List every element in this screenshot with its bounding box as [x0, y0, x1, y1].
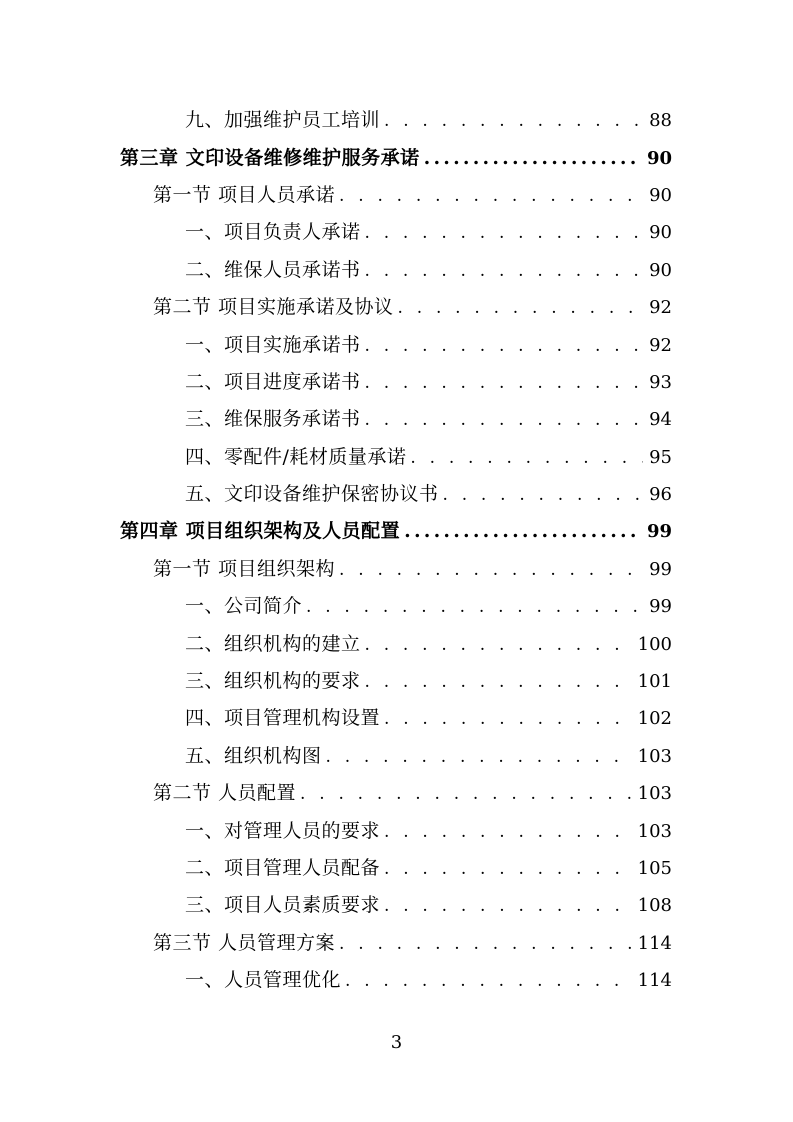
toc-entry-title: 三、项目人员素质要求 [185, 894, 381, 917]
toc-entry-title: 三、维保服务承诺书 [185, 408, 361, 431]
toc-entry-page: 108 [637, 895, 672, 917]
toc-entry-chapter[interactable] [0, 137, 793, 174]
dot-leader [384, 859, 632, 879]
dot-leader [443, 485, 644, 505]
toc-entry-title: 五、文印设备维护保密协议书 [185, 483, 439, 506]
dot-leader [384, 896, 632, 916]
toc-entry-title: 一、对管理人员的要求 [185, 819, 381, 842]
dot-leader [339, 934, 632, 954]
toc-entry[interactable] [0, 474, 793, 511]
toc-entry-section[interactable] [0, 175, 793, 212]
toc-entry-page: 103 [637, 745, 672, 767]
toc-entry-page: 94 [649, 409, 672, 431]
dot-leader [384, 709, 632, 729]
toc-entry-title: 第一节 项目组织架构 [153, 557, 336, 580]
toc-entry-page: 99 [646, 521, 672, 543]
toc-entry-page: 105 [637, 858, 672, 879]
toc-entry-page: 90 [649, 222, 672, 244]
toc-entry-page: 100 [637, 633, 672, 655]
toc-entry-title: 四、项目管理机构设置 [185, 707, 381, 730]
toc-entry-section[interactable] [0, 923, 793, 960]
toc-entry-page: 95 [649, 446, 672, 468]
dot-leader [384, 111, 643, 131]
dot-leader [326, 747, 632, 767]
toc-entry-title: 五、组织机构图 [185, 744, 322, 767]
toc-entry-page: 92 [649, 297, 672, 319]
dot-leader [365, 223, 644, 243]
toc-entry-title: 九、加强维护员工培训 [185, 109, 381, 132]
toc-entry[interactable] [0, 362, 793, 399]
toc-entry-title: 一、人员管理优化 [185, 969, 342, 992]
toc-entry-section[interactable] [0, 287, 793, 324]
toc-entry[interactable] [0, 698, 793, 735]
toc-entry-page: 99 [649, 596, 672, 618]
toc-entry-page: 88 [649, 110, 672, 132]
toc-entry-title: 第三章 文印设备维修维护服务承诺 [120, 146, 420, 169]
toc-entry[interactable] [0, 324, 793, 361]
toc-entry[interactable] [0, 848, 793, 885]
dot-leader [404, 520, 641, 542]
toc-entry-title: 第四章 项目组织架构及人员配置 [120, 520, 401, 543]
dot-leader [365, 336, 644, 356]
dot-leader [339, 186, 643, 206]
toc-entry-title: 二、组织机构的建立 [185, 632, 361, 655]
toc-entry-title: 一、公司简介 [185, 595, 303, 618]
toc-entry-page: 90 [649, 259, 672, 281]
toc-entry-title: 四、零配件/耗材质量承诺 [185, 445, 407, 468]
toc-entry-section[interactable] [0, 549, 793, 586]
toc-entry-page: 103 [637, 783, 672, 805]
toc-entry-title: 第二节 人员配置 [153, 782, 297, 805]
dot-leader [365, 410, 644, 430]
dot-leader [398, 298, 644, 318]
dot-leader [365, 261, 644, 281]
toc-entry-page: 114 [637, 970, 672, 992]
toc-entry-title: 一、项目实施承诺书 [185, 333, 361, 356]
toc-entry[interactable] [0, 100, 793, 137]
toc-entry-page: 90 [646, 147, 672, 169]
dot-leader [365, 635, 632, 655]
toc-entry[interactable] [0, 661, 793, 698]
toc-entry[interactable] [0, 586, 793, 623]
toc-entry[interactable] [0, 212, 793, 249]
toc-entry-page: 103 [637, 820, 672, 842]
toc-entry-title: 一、项目负责人承诺 [185, 221, 361, 244]
table-of-contents [0, 100, 793, 997]
toc-entry[interactable] [0, 960, 793, 997]
dot-leader [384, 822, 632, 842]
toc-entry-title: 二、维保人员承诺书 [185, 258, 361, 281]
dot-leader [365, 373, 644, 393]
toc-entry-title: 第一节 项目人员承诺 [153, 183, 336, 206]
toc-entry[interactable] [0, 250, 793, 287]
dot-leader [306, 597, 643, 617]
toc-entry-title: 第二节 项目实施承诺及协议 [153, 296, 394, 319]
toc-entry[interactable] [0, 885, 793, 922]
dot-leader [339, 560, 643, 580]
dot-leader [410, 448, 643, 468]
dot-leader [424, 147, 641, 169]
toc-entry-page: 114 [637, 932, 672, 954]
toc-entry[interactable] [0, 399, 793, 436]
toc-entry-page: 93 [649, 371, 672, 393]
dot-leader [365, 672, 632, 692]
toc-entry-page: 102 [637, 708, 672, 730]
page-number: 3 [390, 1032, 403, 1053]
dot-leader [345, 971, 632, 991]
toc-entry[interactable] [0, 437, 793, 474]
toc-entry-title: 第三节 人员管理方案 [153, 931, 336, 954]
toc-entry-title: 二、项目管理人员配备 [185, 857, 381, 879]
toc-entry-title: 二、项目进度承诺书 [185, 370, 361, 393]
dot-leader [300, 784, 632, 804]
toc-entry-page: 96 [649, 484, 672, 506]
toc-entry-page: 90 [649, 184, 672, 206]
toc-entry[interactable] [0, 623, 793, 660]
toc-entry-chapter[interactable] [0, 511, 793, 548]
toc-entry-title: 三、组织机构的要求 [185, 670, 361, 693]
toc-entry[interactable] [0, 810, 793, 847]
toc-entry-section[interactable] [0, 773, 793, 810]
toc-entry-page: 92 [649, 334, 672, 356]
toc-entry-page: 99 [649, 558, 672, 580]
toc-entry[interactable] [0, 736, 793, 773]
toc-entry-page: 101 [637, 671, 672, 693]
